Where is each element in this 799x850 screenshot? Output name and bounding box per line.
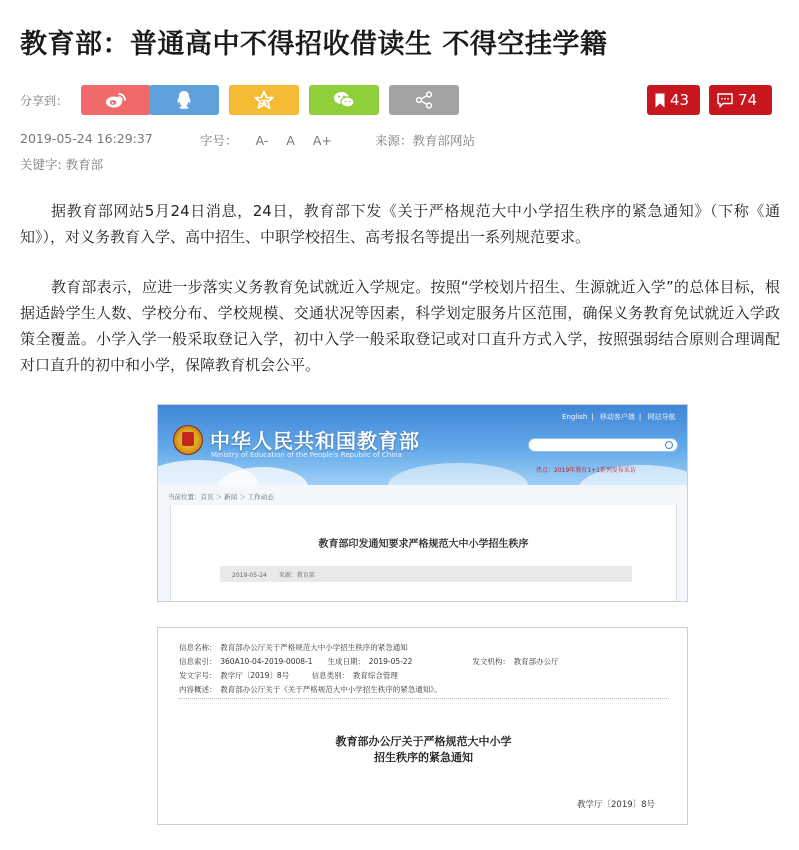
article-paragraph: 教育部表示，应进一步落实义务教育免试就近入学规定。按照“学校划片招生、生源就近入学”的总体目标，根据适龄学生人数、学校分布、学校规模、交通状况等因素，科学划定服务片区范围，确保义务教育免试就近入学政策全覆盖。小学入学一般采取登记入学，初中入学一般采取登记或对口直升方式入学，按照强弱结合原则合理调配对口直升的初中和小学，保障教育机会公平。	[20, 278, 780, 374]
font-size-normal-button[interactable]: A	[286, 133, 295, 148]
qq-penguin-icon	[176, 90, 192, 110]
doc-number: 教学厅〔2019〕8号	[577, 800, 656, 810]
font-size-controls	[200, 131, 332, 149]
article-image-notice-document	[157, 627, 688, 825]
article-image-moe-website	[157, 404, 688, 602]
comment-icon	[717, 93, 733, 108]
moe-link-mobile: 移动客户端	[599, 413, 635, 421]
article-paragraph: 据教育部网站5月24日消息，24日，教育部下发《关于严格规范大中小学招生秩序的紧急通知》（下称《通知》），对义务教育入学、高中招生、中职学校招生、高考报名等提出一系列规范要求。	[20, 202, 780, 246]
national-emblem-icon	[173, 425, 203, 455]
doc-meta-row: 信息索引： 360A10-04-2019-0008-1 生成日期： 2019-05-22 发文机构： 教育部办公厅	[179, 657, 559, 666]
share-toolbar	[20, 85, 780, 115]
share-icon	[415, 91, 433, 109]
doc-meta-row: 信息名称： 教育部办公厅关于严格规范大中小学招生秩序的紧急通知	[179, 643, 408, 652]
moe-site-banner	[158, 405, 688, 485]
star-icon	[254, 90, 274, 110]
doc-meta-row: 发文字号： 教学厅〔2019〕8号 信息类别： 教育综合管理	[179, 671, 398, 680]
article-keywords: 关键字: 教育部	[20, 157, 104, 172]
wechat-icon	[333, 91, 355, 109]
share-wechat-button[interactable]	[309, 85, 379, 115]
share-label: 分享到：	[20, 94, 69, 108]
doc-divider	[179, 698, 669, 699]
share-weibo-button[interactable]	[81, 85, 151, 115]
bookmark-button[interactable]	[647, 85, 700, 115]
moe-link-english: English	[562, 413, 588, 421]
bookmark-count: 43	[670, 91, 690, 109]
moe-date-bar: 2019-05-24 来源：教育部	[220, 566, 632, 582]
font-size-small-button[interactable]: A-	[255, 133, 269, 148]
moe-content-panel	[170, 505, 677, 602]
share-qzone-button[interactable]	[229, 85, 299, 115]
moe-article-title: 教育部印发通知要求严格规范大中小学招生秩序	[318, 539, 529, 550]
weibo-icon	[105, 91, 127, 109]
moe-top-links: English | 移动客户端 | 网站导航	[562, 413, 676, 421]
publish-date: 2019-05-24 16:29:37	[20, 131, 153, 146]
doc-meta-row: 内容概述： 教育部办公厅关于《关于严格规范大中小学招生秩序的紧急通知》。	[179, 685, 442, 694]
font-size-large-button[interactable]: A+	[312, 133, 332, 148]
article-source: 来源：教育部网站	[375, 133, 476, 148]
bookmark-icon	[655, 93, 665, 108]
moe-search-input	[528, 438, 678, 452]
article-title: 教育部：普通高中不得招收借读生 不得空挂学籍	[20, 29, 608, 60]
search-icon	[665, 441, 673, 449]
comment-button[interactable]	[709, 85, 772, 115]
moe-site-name: 中华人民共和国教育部	[210, 429, 420, 453]
comment-count: 74	[738, 91, 758, 109]
moe-link-sitemap: 网站导航	[647, 413, 676, 421]
moe-site-name-en: Ministry of Education of the People's Republic of China	[211, 451, 402, 459]
share-more-button[interactable]	[389, 85, 459, 115]
doc-title-line: 教育部办公厅关于严格规范大中小学	[335, 735, 512, 748]
doc-title-line: 招生秩序的紧急通知	[374, 751, 473, 764]
share-qq-button[interactable]	[149, 85, 219, 115]
moe-breadcrumb: 当前位置：首页 ＞ 新闻 ＞ 工作动态	[168, 493, 274, 501]
font-size-label: 字号：	[200, 133, 238, 148]
moe-news-tip: 热点：2019年教育1+1系列发布采访	[536, 467, 636, 474]
